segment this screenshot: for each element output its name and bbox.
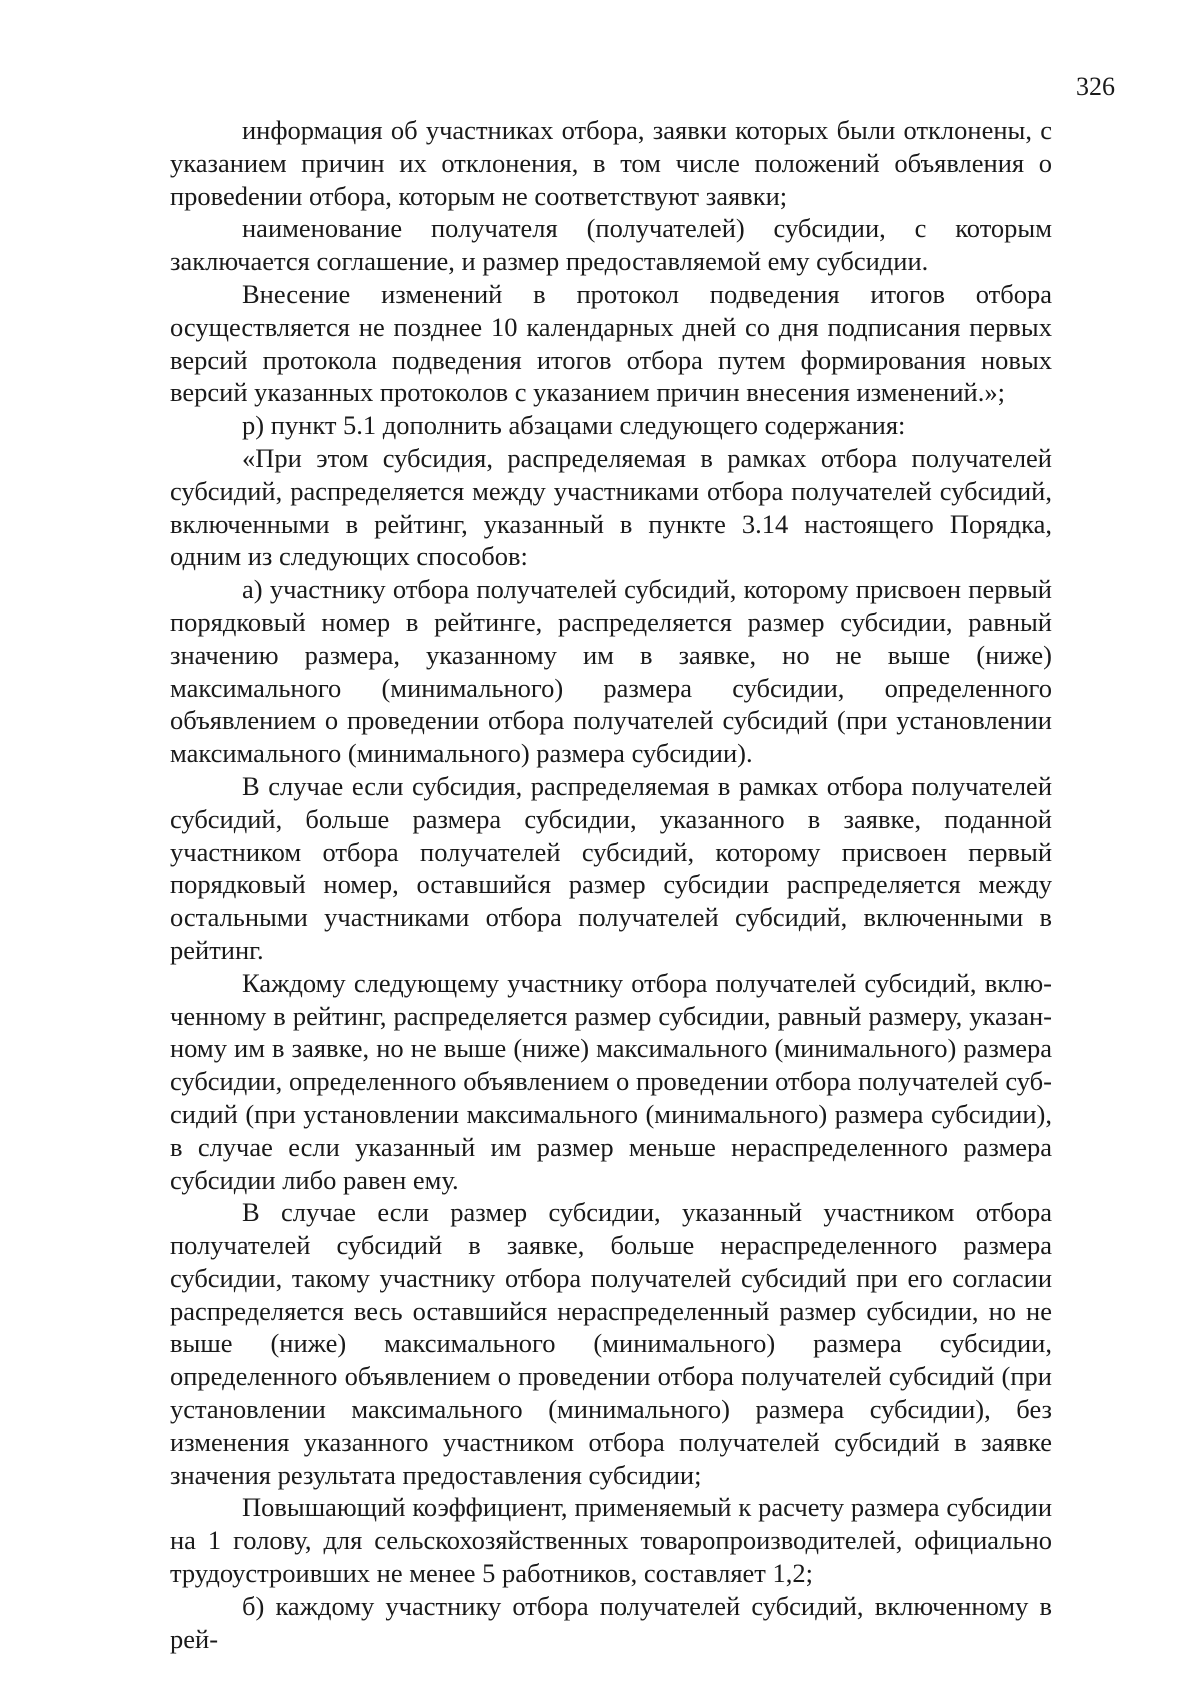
paragraph-coefficient: Повышающий коэффициент, применяемый к расчету размера субсидии на 1 голову, для сельскохозяйственных товаропроизводителей, официально трудоустроивших не менее 5 работников, составляет 1,2; (170, 1492, 1052, 1589)
paragraph-distribution-intro: «При этом субсидия, распределяемая в рамках отбора получателей субсидий, распределяется между участниками отбора получателей субсидий, включенными в рейтинг, указанный в пункте 3.14 настоящего Порядка, одним из следующих способов: (170, 442, 1052, 572)
page-number: 326 (1076, 72, 1115, 101)
paragraph-item-a: а) участнику отбора получателей субсидий, которому присвоен первый порядковый номер в рейтинге, распределяется размер субсидии, равный значению размера, указанному им в заявке, но не выше (ниже) максимального (минимального) размера субсидии, определенного объявлением о проведении отбора получателей субсидий (при установлении максимального (минимального) размера субсидии). (170, 574, 1052, 769)
paragraph-remaining-distribution: В случае если субсидия, распределяемая в рамках отбора получателей субсидий, больше размера субсидии, указанного в заявке, поданной участником отбора получателей субсидий, которому присвоен первый порядковый номер, оставшийся размер субсидии распределяется между остальными участниками отбора получателей субсидий, включенными в рейтинг. (170, 770, 1052, 965)
paragraph-recipient-name: наименование получателя (получателей) субсидии, с которым заключается соглашение, и размер предоставляемой ему субсидии. (170, 213, 1052, 277)
paragraph-each-next-participant: Каждому следующему участнику отбора получателей субсидий, включенному в рейтинг, распределяется размер субсидии, равный размеру, указанному им в заявке, но не выше (ниже) максимального (минимального) размера субсидии, определенного объявлением о проведении отбора получателей субсидий (при установлении максимального (минимального) размера субсидии), в случае если указанный им размер меньше нераспределенного размера субсидии либо равен ему. (170, 967, 1052, 1195)
paragraph-protocol-changes: Внесение изменений в протокол подведения итогов отбора осуществляется не позднее 10 календарных дней со дня подписания первых версий протокола подведения итогов отбора путем формирования новых версий указанных протоколов с указанием причин внесения изменений.»; (170, 278, 1052, 408)
paragraph-exceeds-undistributed: В случае если размер субсидии, указанный участником отбора получателей субсидий в заявке, больше нераспределенного размера субсидии, такому участнику отбора получателей субсидий при его согласии распределяется весь оставшийся нераспределенный размер субсидии, но не выше (ниже) максимального (минимального) размера субсидии, определенного объявлением о проведении отбора получателей субсидий (при установлении максимального (минимального) размера субсидии), без изменения указанного участником отбора получателей субсидий в заявке значения результата предоставления субсидии; (170, 1197, 1052, 1490)
paragraph-item-r: р) пункт 5.1 дополнить абзацами следующего содержания: (242, 410, 906, 441)
paragraph-rejected-participants-info: информация об участниках отбора, заявки которых были отклонены, с указанием причин их отклонения, в том числе положений объявления о провеdении отбора, которым не соответствуют заявки; (170, 115, 1052, 211)
document-body (170, 114, 1052, 1655)
paragraph-item-b: б) каждому участнику отбора получателей субсидий, включенному в рей- (170, 1590, 1052, 1654)
